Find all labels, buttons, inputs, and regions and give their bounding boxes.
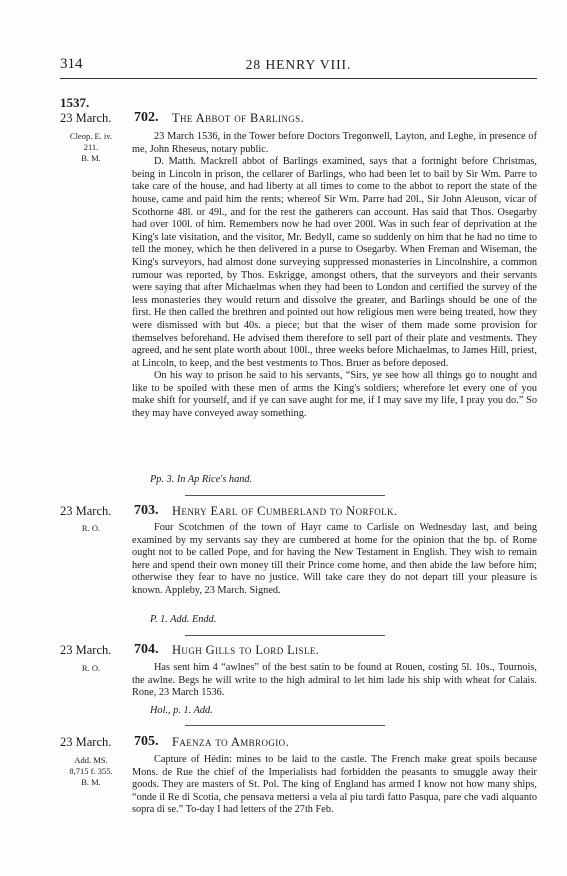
entry-702-reference (60, 131, 122, 164)
paragraph: Four Scotchmen of the town of Hayr came to Carlisle on Wednesday last, and being examined by my servants say they are cumbered at home for the opinion that the bp. of Rome ought not to be called Pope, and for having the New Testament in English. They wish to remain here and spend their own money till their Prince come home, and then abide the law before him; otherwise they fear to have no justice. Will take care they do not depart till your pleasure is known. Appleby, 23 March. Signed. (132, 522, 537, 596)
entry-704-heading (60, 643, 537, 659)
entry-title: Faenza to Ambrogio. (172, 735, 290, 749)
entry-number: 704. (134, 642, 159, 657)
entry-702-body (132, 131, 537, 421)
ref-line: R. O. (81, 663, 101, 673)
entry-703-heading (60, 504, 537, 520)
running-head: 28 HENRY VIII. (245, 57, 352, 72)
paragraph: D. Matth. Mackrell abbot of Barlings examined, says that a fortnight before Christmas, being in Lincoln in prison, the cellarer of Barlings, who had been let to bail by Sir Wm. Parre to take care of the house, and had liberty at all times to come to the abbot to report the state of the house, came and paid him the rents; whereof Sir Wm. Parre had 20l., Sir John Aleuson, vicar of Scothorne 48l. or 49l., and for the rest the gatherers can account. Has said that Thos. Osegarby had over 100l. of him. Remembers now he had over 200l. Was in such fear of deprivation at the King's late visitation, and the visitor, Mr. Bedyll, came so suddenly on him that he had no time to tell the money, which he then delivered in a purse to Osegarby. When Freman and Wiseman, the King's surveyors, had almost done surveying suppressed monasteries in Lincolnshire, a common rumour was reported, by Thos. Eskrigge, amongst others, that the surveyors and their servants were saying that after Michaelmas when they had been to London and certified the survey of the less monasteries they would return and dissolve the greater, and Barlings should be one of the first. He then called the brethren and pointed out how religious men were being treated, how they were dismissed with but 40s. a piece; but that the wiser of them made some provision for themselves beforehand. He advised them therefore to sell part of their plate and vestments. They agreed, and he sent plate worth about 100l., three weeks before Michaelmas, to James Hill, priest, at Lincoln, to keep, and the best vestments to Thos. Bruer as before deposed. (132, 156, 537, 369)
separator (185, 635, 385, 636)
entry-703-note: P. 1. Add. Endd. (150, 614, 217, 625)
entry-703-body (132, 522, 537, 598)
entry-number: 705. (134, 734, 159, 749)
entry-date: 23 March. (60, 504, 112, 518)
ref-line: Cleop. E. iv. (69, 131, 113, 141)
ref-line: B. M. (81, 777, 101, 787)
entry-704-body (132, 662, 537, 700)
entry-705-reference (60, 755, 122, 788)
entry-title: Henry Earl of Cumberland to Norfolk. (172, 504, 398, 518)
separator (185, 495, 385, 496)
entry-title: The Abbot of Barlings. (172, 111, 305, 125)
ref-line: 8,715 f. 355. (69, 766, 113, 776)
paragraph: 23 March 1536, in the Tower before Doctors Tregonwell, Layton, and Leghe, in presence of me, John Rheseus, notary public. (132, 131, 537, 155)
header-rule (60, 78, 537, 79)
ref-line: R. O. (81, 523, 101, 533)
entry-704-note: Hol., p. 1. Add. (150, 705, 213, 716)
entry-702-heading (60, 111, 537, 127)
entry-date: 23 March. (60, 643, 112, 657)
year-label: 1537. (60, 95, 90, 110)
ref-line: Add. MS. (74, 755, 108, 765)
entry-number: 702. (134, 110, 159, 125)
entry-date: 23 March. (60, 735, 112, 749)
entry-date: 23 March. (60, 111, 112, 125)
ref-line: B. M. (81, 153, 101, 163)
entry-704-reference (60, 663, 122, 674)
paragraph: On his way to prison he said to his servants, “Sirs, ye see how all things go to nought and like to be spoiled with these men of arms the King's soldiers; wherefore let every one of you make shift for yourself, and if ye can save aught for me, if I may save my life, I pray you do.” So they may have conveyed away something. (132, 370, 537, 420)
ref-line: 211. (83, 142, 99, 152)
entry-705-body (132, 754, 537, 817)
entry-703-reference (60, 523, 122, 534)
paragraph: Capture of Hédin: mines to be laid to the castle. The French make great spoils because Mons. de Rue the chief of the Imperialists had forbidden the peasants to smuggle away their goods. They are masters of St. Pol. The king of England has armed I know not how many ships, “onde il Re di Scotia, che pensava mettersi a vela al piu tardi fatto Pasqua, pare che vadi alquanto sopra di se.” To-day I had letters of the 27th Feb. (132, 754, 537, 816)
entry-number: 703. (134, 503, 159, 518)
page-header (60, 56, 537, 74)
page-number: 314 (60, 56, 83, 72)
entry-title: Hugh Gills to Lord Lisle. (172, 643, 320, 657)
entry-705-heading (60, 735, 537, 751)
separator (185, 725, 385, 726)
entry-702-note: Pp. 3. In Ap Rice's hand. (150, 474, 253, 485)
paragraph: Has sent him 4 “awlnes” of the best satin to be found at Rouen, costing 5l. 10s., Tournois, the awlne. Begs he will write to the high admiral to let him lade his ship with wheat for Calais. Rone, 23 March 1536. (132, 662, 537, 699)
